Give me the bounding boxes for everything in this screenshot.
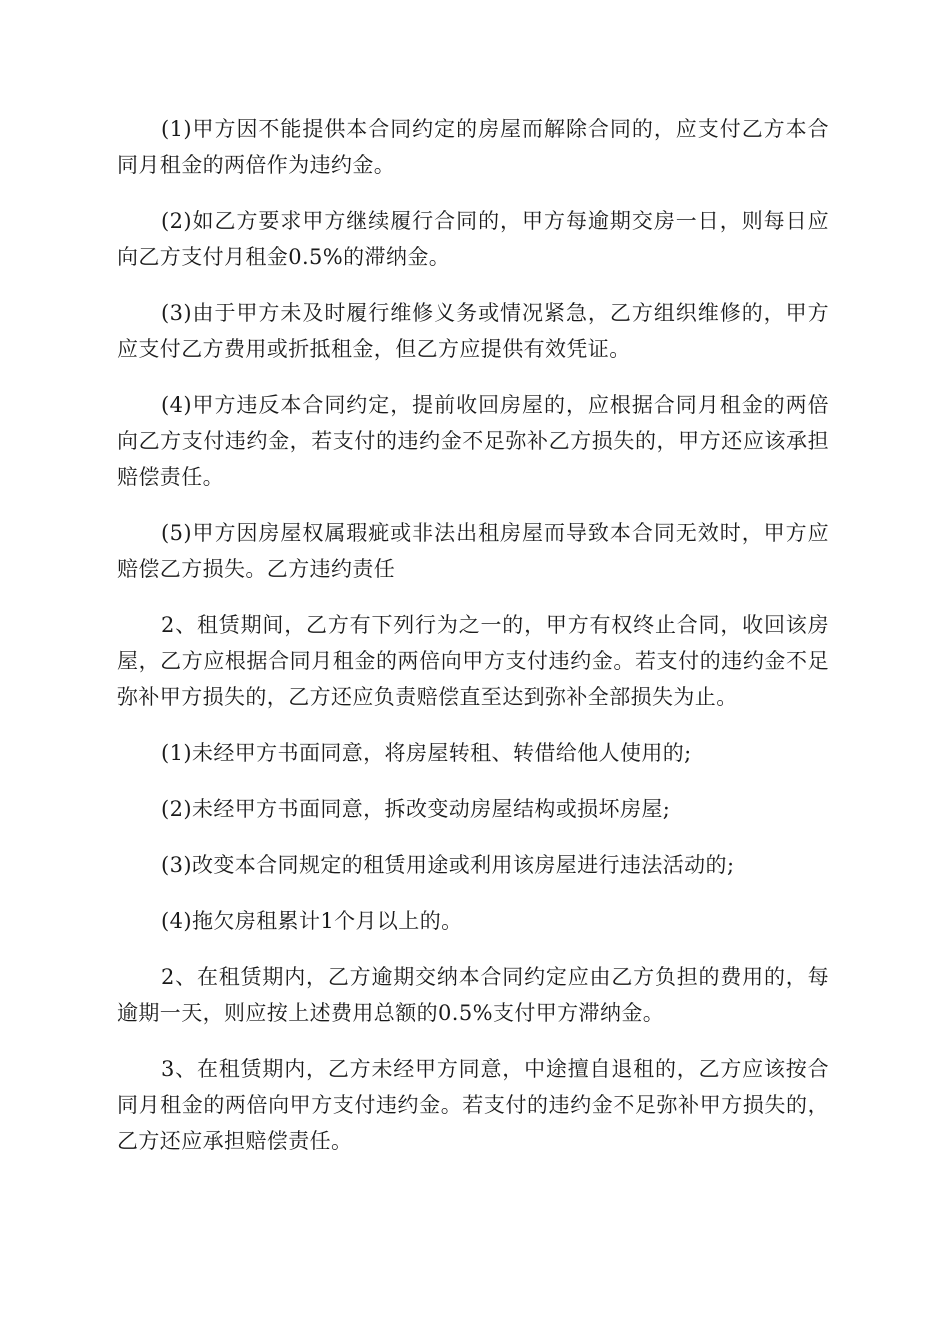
document-body [117, 111, 829, 1179]
paragraph-tenant-item-4: (4)拖欠房租累计1个月以上的。 [161, 909, 463, 933]
paragraph-early-termination: 3、在租赁期内，乙方未经甲方同意，中途擅自退租的，乙方应该按合同月租金的两倍向甲方支付违约金。若支付的违约金不足弥补甲方损失的，乙方还应承担赔偿责任。 [117, 1057, 829, 1153]
paragraph-tenant-item-2: (2)未经甲方书面同意，拆改变动房屋结构或损坏房屋; [161, 797, 671, 821]
paragraph-landlord-clause-1: (1)甲方因不能提供本合同约定的房屋而解除合同的，应支付乙方本合同月租金的两倍作为违约金。 [117, 117, 829, 177]
paragraph-tenant-item-1: (1)未经甲方书面同意，将房屋转租、转借给他人使用的; [161, 741, 692, 765]
paragraph-landlord-clause-3: (3)由于甲方未及时履行维修义务或情况紧急，乙方组织维修的，甲方应支付乙方费用或折抵租金，但乙方应提供有效凭证。 [117, 301, 829, 361]
paragraph-landlord-clause-5: (5)甲方因房屋权属瑕疵或非法出租房屋而导致本合同无效时，甲方应赔偿乙方损失。乙方违约责任 [117, 521, 829, 581]
paragraph-late-fee: 2、在租赁期内，乙方逾期交纳本合同约定应由乙方负担的费用的，每逾期一天，则应按上述费用总额的0.5%支付甲方滞纳金。 [117, 965, 829, 1025]
paragraph-landlord-clause-4: (4)甲方违反本合同约定，提前收回房屋的，应根据合同月租金的两倍向乙方支付违约金，若支付的违约金不足弥补乙方损失的，甲方还应该承担赔偿责任。 [117, 393, 829, 489]
paragraph-tenant-item-3: (3)改变本合同规定的租赁用途或利用该房屋进行违法活动的; [161, 853, 735, 877]
paragraph-landlord-clause-2: (2)如乙方要求甲方继续履行合同的，甲方每逾期交房一日，则每日应向乙方支付月租金0.5%的滞纳金。 [117, 209, 829, 269]
paragraph-tenant-termination: 2、租赁期间，乙方有下列行为之一的，甲方有权终止合同，收回该房屋，乙方应根据合同月租金的两倍向甲方支付违约金。若支付的违约金不足弥补甲方损失的，乙方还应负责赔偿直至达到弥补全部损失为止。 [117, 613, 829, 709]
